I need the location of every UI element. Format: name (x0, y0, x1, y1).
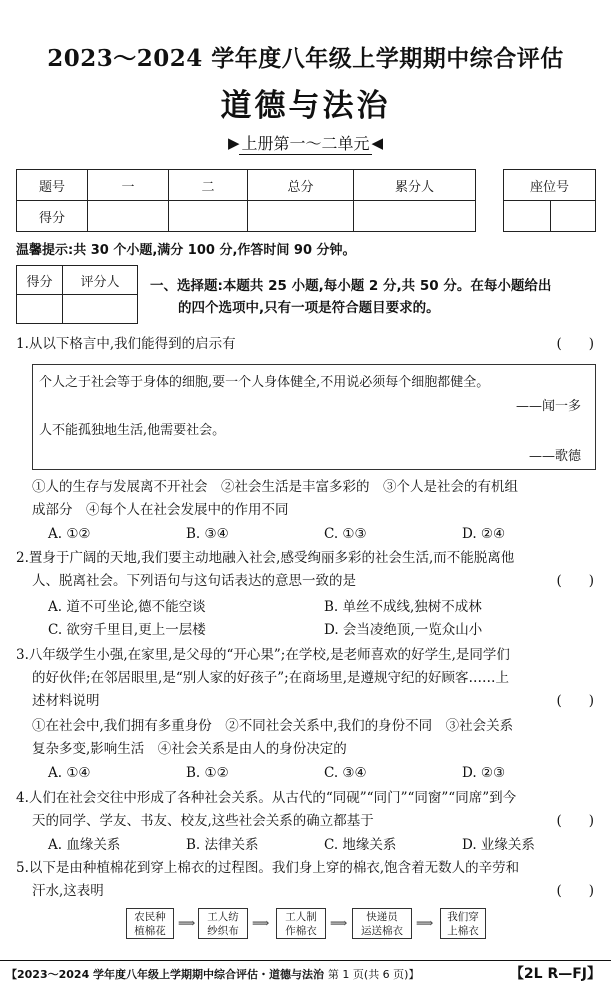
flow-step-text: 快递员 (366, 911, 398, 923)
answer-bracket[interactable]: ( ) (556, 336, 594, 352)
answer-bracket[interactable]: ( ) (556, 813, 594, 829)
flow-step-text: 工人制 (285, 911, 317, 923)
quote-source: ——歌德 (528, 449, 581, 464)
grader-cell[interactable] (63, 295, 138, 324)
score-table-header-cell: 总分 (248, 170, 354, 201)
question-1 (16, 333, 598, 356)
option-a[interactable]: A. ①② (48, 526, 91, 542)
flow-step (276, 908, 326, 939)
answer-bracket[interactable]: ( ) (556, 573, 594, 589)
question-4-stem: 天的同学、学友、书友、校友,这些社会关系的确立都基于 (32, 813, 374, 829)
question-5 (16, 857, 598, 903)
question-5-stem: 5.以下是由种植棉花到穿上棉衣的过程图。我们身上穿的棉衣,饱含着无数人的辛劳和 (16, 860, 520, 876)
double-arrow-icon: ⟹ (330, 916, 348, 930)
question-3-stem: 述材料说明 (32, 693, 100, 709)
flow-step-text: 上棉衣 (447, 925, 479, 937)
question-2-stem: 2.置身于广阔的天地,我们要主动地融入社会,感受绚丽多彩的社会生活,而不能脱离他 (16, 550, 515, 566)
question-1-options (16, 523, 598, 546)
flow-step (440, 908, 486, 939)
question-3-stem: 的好伙伴;在邻居眼里,是“别人家的好孩子”;在商场里,是遵规守纪的好顾客……上 (32, 670, 509, 686)
option-b[interactable]: B. ③④ (186, 526, 229, 542)
triangle-left-icon: ◀ (371, 134, 384, 152)
choice-line: 复杂多变,影响生活 ④社会关系是由人的身份决定的 (32, 741, 347, 757)
question-4-stem: 4.人们在社会交往中形成了各种社会关系。从古代的“同砚”“同门”“同窗”“同席”到今 (16, 790, 517, 806)
score-table (16, 169, 476, 232)
score-row-label: 得分 (17, 201, 88, 232)
score-cell[interactable] (88, 201, 169, 232)
option-b[interactable]: B. 单丝不成线,独树不成林 (324, 599, 482, 615)
score-table-header-cell: 累分人 (354, 170, 476, 201)
page-number: 第 1 页(共 6 页)】 (327, 968, 420, 981)
option-b[interactable]: B. ①② (186, 765, 229, 781)
question-2 (16, 547, 598, 593)
flow-step-text: 运送棉衣 (361, 925, 403, 937)
section-1-heading (150, 275, 600, 319)
exam-title: 2023～2024 学年度八年级上学期期中综合评估 (47, 45, 564, 72)
question-3-options (16, 762, 598, 785)
footer (6, 966, 419, 982)
flow-step (126, 908, 174, 939)
seat-table (503, 169, 596, 232)
answer-bracket[interactable]: ( ) (556, 693, 594, 709)
quote-box (32, 364, 596, 470)
option-d[interactable]: D. 业缘关系 (462, 837, 535, 853)
grader-table (16, 265, 138, 324)
option-c[interactable]: C. ③④ (324, 765, 367, 781)
quote-source: ——闻一多 (515, 399, 581, 414)
question-3-choices (32, 715, 598, 761)
grader-label: 评分人 (63, 266, 138, 295)
footer-divider (0, 960, 611, 961)
exam-tip: 温馨提示:共 30 个小题,满分 100 分,作答时间 90 分钟。 (16, 243, 356, 258)
question-1-choices (32, 476, 598, 522)
flow-step (352, 908, 412, 939)
question-3 (16, 644, 598, 713)
option-c[interactable]: C. 地缘关系 (324, 837, 397, 853)
subject-title: 道德与法治 (220, 88, 391, 124)
triangle-right-icon: ▶ (227, 134, 240, 152)
quote-text: 人不能孤独地生活,他需要社会。 (39, 423, 226, 438)
grader-score-label: 得分 (17, 266, 63, 295)
score-cell[interactable] (354, 201, 476, 232)
option-a[interactable]: A. ①④ (48, 765, 91, 781)
answer-bracket[interactable]: ( ) (556, 883, 594, 899)
paper-code: 【2L R—FJ】 (509, 966, 601, 982)
flow-step-text: 作棉衣 (285, 925, 317, 937)
unit-scope (0, 131, 611, 155)
double-arrow-icon: ⟹ (252, 916, 270, 930)
question-3-stem: 3.八年级学生小强,在家里,是父母的“开心果”;在学校,是老师喜欢的好学生,是同学们 (16, 647, 510, 663)
question-2-options (16, 596, 598, 642)
choice-line: ①在社会中,我们拥有多重身份 ②不同社会关系中,我们的身份不同 ③社会关系 (32, 718, 514, 734)
option-a[interactable]: A. 道不可坐论,德不能空谈 (48, 599, 206, 615)
option-d[interactable]: D. 会当凌绝顶,一览众山小 (324, 622, 483, 638)
question-2-stem: 人、脱离社会。下列语句与这句话表达的意思一致的是 (32, 573, 356, 589)
option-c[interactable]: C. ①③ (324, 526, 367, 542)
choice-line: ①人的生存与发展离不开社会 ②社会生活是丰富多彩的 ③个人是社会的有机组 (32, 479, 518, 495)
option-c[interactable]: C. 欲穷千里目,更上一层楼 (48, 622, 206, 638)
seat-cell[interactable] (551, 201, 596, 232)
double-arrow-icon: ⟹ (416, 916, 434, 930)
question-1-stem: 1.从以下格言中,我们能得到的启示有 (16, 336, 236, 352)
flow-step-text: 我们穿 (447, 911, 479, 923)
score-cell[interactable] (169, 201, 248, 232)
option-b[interactable]: B. 法律关系 (186, 837, 259, 853)
choice-line: 成部分 ④每个人在社会发展中的作用不同 (32, 502, 289, 518)
question-5-stem: 汗水,这表明 (32, 883, 104, 899)
seat-cell[interactable] (504, 201, 551, 232)
grader-score-cell[interactable] (17, 295, 63, 324)
score-table-header-cell: 题号 (17, 170, 88, 201)
option-d[interactable]: D. ②④ (462, 526, 506, 542)
flow-step-text: 工人纺 (207, 911, 239, 923)
double-arrow-icon: ⟹ (178, 916, 196, 930)
section-1-line2: 的四个选项中,只有一项是符合题目要求的。 (178, 300, 440, 316)
unit-label: 上册第一～二单元 (239, 131, 371, 155)
footer-exam-name: 【2023～2024 学年度八年级上学期期中综合评估・道德与法治 (6, 968, 325, 981)
question-4-options (16, 834, 598, 857)
option-a[interactable]: A. 血缘关系 (48, 837, 121, 853)
flow-step-text: 植棉花 (134, 925, 166, 937)
flow-step (198, 908, 248, 939)
flow-step-text: 纱织布 (207, 925, 239, 937)
option-d[interactable]: D. ②③ (462, 765, 506, 781)
score-table-header-cell: 二 (169, 170, 248, 201)
flow-step-text: 农民种 (134, 911, 166, 923)
score-table-header-cell: 一 (88, 170, 169, 201)
section-1-line1: 一、选择题:本题共 25 小题,每小题 2 分,共 50 分。在每小题给出 (150, 278, 552, 294)
quote-text: 个人之于社会等于身体的细胞,要一个人身体健全,不用说必须每个细胞都健全。 (39, 375, 490, 390)
seat-label: 座位号 (504, 170, 596, 201)
score-cell[interactable] (248, 201, 354, 232)
question-4 (16, 787, 598, 833)
